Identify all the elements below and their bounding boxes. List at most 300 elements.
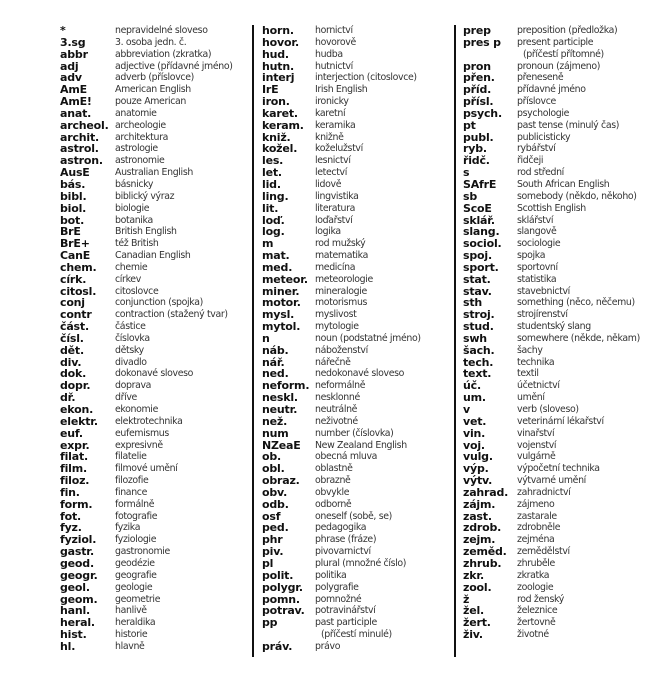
definition-text: neutrálně <box>315 404 358 415</box>
abbreviation-definition <box>517 534 554 546</box>
abbreviation-definition <box>517 143 556 155</box>
definition-text: politika <box>315 569 347 581</box>
definition-text: New Zealand English <box>315 439 407 451</box>
abbreviation-entry <box>60 274 250 286</box>
definition-text: plural (množné číslo) <box>315 557 407 569</box>
abbreviation-definition <box>517 629 549 641</box>
abbreviation-definition <box>115 594 160 606</box>
abbreviation-definition <box>517 72 563 84</box>
abbreviation-term: filat. <box>60 450 88 464</box>
abbreviation-definition <box>115 250 190 262</box>
abbreviation-entry <box>60 72 250 84</box>
abbreviation-definition <box>115 155 164 167</box>
definition-text: zahradnictví <box>517 486 571 498</box>
abbreviation-definition <box>315 132 344 144</box>
abbreviation-term: nář. <box>262 355 285 369</box>
abbreviation-term: pron <box>463 59 491 73</box>
abbreviation-term: piv. <box>262 545 284 559</box>
definition-text: stavebnictví <box>517 285 570 297</box>
definition-text: hanlivě <box>115 605 147 617</box>
abbreviation-entry <box>463 605 658 617</box>
abbreviation-definition <box>115 522 140 534</box>
abbreviation-entry <box>463 368 658 380</box>
abbreviation-definition <box>517 120 619 132</box>
abbreviation-definition <box>115 226 177 238</box>
abbreviation-term: círk. <box>60 272 87 286</box>
abbreviation-entry <box>262 167 452 179</box>
abbreviation-definition <box>517 570 549 582</box>
abbreviation-entry <box>262 179 452 191</box>
abbreviation-definition <box>517 132 570 144</box>
definition-text: rybářství <box>517 143 556 155</box>
abbreviation-definition <box>115 499 154 511</box>
abbreviation-definition <box>517 416 604 428</box>
definition-text: neživotné <box>315 415 358 427</box>
definition-text: nářečně <box>315 356 351 368</box>
definition-text: zejména <box>517 534 555 546</box>
definition-text: zdrobněle <box>517 522 561 534</box>
abbreviation-entry <box>60 120 250 132</box>
abbreviation-term: zeměd. <box>463 545 507 559</box>
abbreviation-definition <box>315 582 359 594</box>
abbreviation-term: euf. <box>60 426 83 440</box>
abbreviation-definition <box>115 262 147 274</box>
abbreviation-definition <box>315 570 346 582</box>
definition-text: náboženství <box>315 344 368 356</box>
definition-text: number (číslovka) <box>315 427 394 439</box>
abbreviation-definition <box>315 37 356 49</box>
abbreviation-entry <box>60 179 250 191</box>
abbreviation-term: pres p <box>463 35 501 49</box>
abbreviation-term: IrE <box>262 83 279 97</box>
abbreviation-entry <box>60 380 250 392</box>
abbreviation-definition <box>315 143 363 155</box>
abbreviation-entry <box>262 546 452 558</box>
abbreviation-entry <box>60 37 250 49</box>
definition-text: letectví <box>315 167 347 179</box>
abbreviation-definition <box>115 416 182 428</box>
abbreviation-definition <box>517 238 560 250</box>
abbreviation-term: příd. <box>463 83 492 97</box>
abbreviation-term: čísl. <box>60 331 84 345</box>
definition-text: zkratka <box>517 569 550 581</box>
abbreviation-term: adj <box>60 59 79 73</box>
abbreviation-definition <box>115 629 147 641</box>
abbreviation-definition <box>517 37 604 61</box>
abbreviation-definition <box>315 333 421 345</box>
abbreviation-definition <box>315 451 377 463</box>
definition-text: umění <box>517 392 545 404</box>
abbreviation-term: let. <box>262 166 282 180</box>
abbreviation-term: stav. <box>463 284 492 298</box>
abbreviation-entry <box>463 380 658 392</box>
abbreviation-term: citosl. <box>60 284 97 298</box>
abbreviation-definition <box>517 357 554 369</box>
abbreviation-definition <box>115 191 174 203</box>
definition-text: literatura <box>315 202 355 214</box>
abbreviation-definition <box>517 511 557 523</box>
definition-text: řidčeji <box>517 155 544 167</box>
definition-text: knižně <box>315 131 344 143</box>
abbreviation-definition <box>517 274 556 286</box>
abbreviation-entry <box>60 108 250 120</box>
abbreviation-definition <box>115 534 156 546</box>
abbreviation-entry <box>463 203 658 215</box>
abbreviation-term: biol. <box>60 201 87 215</box>
abbreviation-term: um. <box>463 391 486 405</box>
abbreviation-definition <box>517 522 560 534</box>
definition-text: Scottish English <box>517 202 586 214</box>
abbreviation-definition <box>315 522 366 534</box>
definition-text: číslovka <box>115 332 150 344</box>
abbreviation-definition <box>315 404 357 416</box>
abbreviation-definition <box>315 120 355 132</box>
abbreviation-term: sb <box>463 189 478 203</box>
abbreviation-term: m <box>262 237 274 251</box>
abbreviation-term: polit. <box>262 568 294 582</box>
definition-text: zhruběle <box>517 557 555 569</box>
abbreviation-term: žert. <box>463 616 491 630</box>
definition-text: filatelie <box>115 451 147 463</box>
abbreviation-term: stroj. <box>463 308 495 322</box>
abbreviation-entry <box>60 345 250 357</box>
abbreviation-definition <box>315 61 353 73</box>
abbreviation-entry <box>262 37 452 49</box>
abbreviation-entry <box>60 570 250 582</box>
abbreviation-definition <box>517 558 555 570</box>
abbreviation-entry <box>463 155 658 167</box>
abbreviation-entry <box>463 345 658 357</box>
abbreviation-entry <box>463 262 658 274</box>
abbreviation-definition <box>517 226 556 238</box>
abbreviation-entry <box>463 487 658 499</box>
abbreviation-term: sklář. <box>463 213 495 227</box>
definition-text: phrase (fráze) <box>315 534 377 546</box>
abbreviation-definition <box>115 61 233 73</box>
abbreviation-term: polygr. <box>262 580 303 594</box>
abbreviation-definition <box>315 286 367 298</box>
abbreviation-term: hist. <box>60 628 87 642</box>
abbreviation-term: kožel. <box>262 142 298 156</box>
abbreviation-definition <box>115 428 169 440</box>
abbreviation-entry <box>463 238 658 250</box>
abbreviation-definition <box>315 250 368 262</box>
definition-text: též British <box>115 238 159 250</box>
abbreviation-definition <box>115 582 152 594</box>
definition-text: Australian English <box>115 167 193 179</box>
abbreviation-term: ned. <box>262 367 289 381</box>
abbreviation-definition <box>115 546 170 558</box>
definition-text: životné <box>517 629 549 641</box>
abbreviation-term: hanl. <box>60 604 91 618</box>
definition-text: mineralogie <box>315 285 367 297</box>
definition-text: formálně <box>115 498 155 510</box>
abbreviation-definition <box>315 321 359 333</box>
abbreviation-term: stat. <box>463 272 491 286</box>
abbreviation-entry <box>463 594 658 606</box>
abbreviation-entry <box>262 617 452 641</box>
abbreviation-column-3 <box>463 25 658 641</box>
definition-text: církev <box>115 273 141 285</box>
abbreviation-entry <box>262 143 452 155</box>
abbreviation-entry <box>262 499 452 511</box>
definition-text: dětsky <box>115 344 144 356</box>
abbreviation-entry <box>262 522 452 534</box>
abbreviation-term: kniž. <box>262 130 291 144</box>
definition-text: something (něco, něčemu) <box>517 297 635 309</box>
abbreviation-term: sth <box>463 296 483 310</box>
abbreviation-definition <box>517 250 545 262</box>
abbreviation-entry <box>463 499 658 511</box>
abbreviation-definition <box>315 511 392 523</box>
abbreviation-term: přen. <box>463 71 495 85</box>
abbreviation-definition <box>115 203 149 215</box>
abbreviation-definition <box>315 191 359 203</box>
definition-text: contraction (stažený tvar) <box>115 309 228 321</box>
abbreviation-term: potrav. <box>262 604 305 618</box>
definition-text: vinařství <box>517 427 555 439</box>
abbreviation-entry <box>463 416 658 428</box>
abbreviation-definition <box>115 511 157 523</box>
definition-text: nesklonné <box>315 392 360 404</box>
abbreviation-definition <box>315 179 341 191</box>
abbreviation-definition <box>517 191 637 203</box>
definition-text: chemie <box>115 261 148 273</box>
abbreviation-definition <box>315 297 367 309</box>
abbreviation-entry <box>262 108 452 120</box>
abbreviation-term: ped. <box>262 521 289 535</box>
abbreviation-term: mysl. <box>262 308 295 322</box>
definition-text: doprava <box>115 380 152 392</box>
definition-text: polygrafie <box>315 581 359 593</box>
abbreviation-definition <box>315 416 358 428</box>
abbreviation-entry <box>60 617 250 629</box>
definition-text: obrazně <box>315 475 351 487</box>
abbreviation-term: spoj. <box>463 249 492 263</box>
abbreviation-definition <box>517 203 586 215</box>
definition-text: myslivost <box>315 309 357 321</box>
abbreviation-definition <box>115 37 186 49</box>
abbreviation-definition <box>517 262 558 274</box>
abbreviation-term: lid. <box>262 177 281 191</box>
abbreviation-term: neskl. <box>262 391 298 405</box>
abbreviation-definition <box>315 49 343 61</box>
abbreviation-definition <box>115 96 186 108</box>
abbreviation-definition <box>517 25 617 37</box>
abbreviation-definition <box>115 617 155 629</box>
definition-text: fyziologie <box>115 534 157 546</box>
abbreviation-entry <box>463 629 658 641</box>
definition-text: ekonomie <box>115 404 158 415</box>
definition-text: neformálně <box>315 380 366 392</box>
definition-text: geologie <box>115 581 153 593</box>
abbreviation-definition <box>115 167 193 179</box>
abbreviation-entry <box>463 286 658 298</box>
abbreviation-definition <box>315 108 345 120</box>
abbreviation-term: úč. <box>463 379 481 393</box>
abbreviation-entry <box>262 203 452 215</box>
abbreviation-entry <box>262 357 452 369</box>
abbreviation-entry <box>463 191 658 203</box>
abbreviation-definition <box>517 546 570 558</box>
abbreviation-term: s <box>463 166 470 180</box>
definition-text: hudba <box>315 48 343 60</box>
abbreviation-definition <box>517 167 564 179</box>
definition-text: obvykle <box>315 486 350 498</box>
abbreviation-term: zdrob. <box>463 521 502 535</box>
abbreviation-term: geom. <box>60 592 98 606</box>
abbreviation-definition <box>315 84 367 96</box>
abbreviation-term: AmE! <box>60 95 92 109</box>
definition-text: rod mužský <box>315 238 366 250</box>
abbreviation-entry <box>262 215 452 227</box>
abbreviation-term: dět. <box>60 343 84 357</box>
abbreviation-definition <box>315 368 404 380</box>
abbreviation-term: psych. <box>463 106 502 120</box>
abbreviation-term: zast. <box>463 509 492 523</box>
abbreviation-definition <box>115 143 158 155</box>
abbreviation-term: výtv. <box>463 474 493 488</box>
definition-text: conjunction (spojka) <box>115 297 203 309</box>
definition-text: nepravidelné sloveso <box>115 25 208 36</box>
definition-text: noun (podstatné jméno) <box>315 332 421 344</box>
abbreviation-definition <box>517 179 609 191</box>
abbreviation-entry <box>463 558 658 570</box>
definition-text: interjection (citoslovce) <box>315 72 417 84</box>
abbreviation-definition <box>115 392 137 404</box>
abbreviation-term: text. <box>463 367 492 381</box>
abbreviation-term: loď. <box>262 213 285 227</box>
abbreviation-definition <box>517 617 555 629</box>
abbreviation-term: šach. <box>463 343 495 357</box>
abbreviation-definition <box>517 605 557 617</box>
abbreviation-term: log. <box>262 225 285 239</box>
abbreviation-entry <box>60 487 250 499</box>
definition-text: fotografie <box>115 510 158 522</box>
abbreviation-definition <box>115 345 144 357</box>
abbreviation-definition <box>115 380 151 392</box>
abbreviation-entry <box>463 582 658 594</box>
abbreviation-entry <box>60 629 250 641</box>
abbreviation-definition <box>315 594 361 606</box>
abbreviation-entry <box>262 191 452 203</box>
abbreviation-entry <box>60 451 250 463</box>
abbreviation-definition <box>517 286 570 298</box>
definition-text: somebody (někdo, někoho) <box>517 190 637 202</box>
abbreviation-term: ling. <box>262 189 289 203</box>
abbreviation-definition <box>517 368 539 380</box>
abbreviation-definition <box>517 345 543 357</box>
abbreviation-entry <box>463 570 658 582</box>
abbreviation-definition <box>517 215 553 227</box>
abbreviation-definition <box>115 558 155 570</box>
abbreviation-term: ob. <box>262 450 282 464</box>
abbreviation-entry <box>262 605 452 617</box>
abbreviation-entry <box>262 321 452 333</box>
abbreviation-definition <box>115 108 157 120</box>
definition-text: preposition (předložka) <box>517 25 618 36</box>
abbreviation-definition <box>517 84 586 96</box>
abbreviation-entry <box>262 570 452 582</box>
abbreviation-term: v <box>463 403 470 416</box>
abbreviation-term: dř. <box>60 391 76 405</box>
abbreviation-term: vet. <box>463 414 487 428</box>
definition-text: právo <box>315 640 341 652</box>
definition-text: vojenství <box>517 439 557 451</box>
abbreviation-definition <box>517 392 545 404</box>
definition-text: South African English <box>517 178 610 190</box>
abbreviation-term: iron. <box>262 95 290 109</box>
abbreviation-entry <box>60 321 250 333</box>
abbreviation-term: neutr. <box>262 403 298 416</box>
abbreviation-entry <box>463 617 658 629</box>
abbreviation-definition <box>115 333 150 345</box>
definition-text: přídavné jméno <box>517 84 586 96</box>
abbreviation-entry <box>463 72 658 84</box>
abbreviation-entry <box>60 357 250 369</box>
abbreviation-definition <box>315 215 352 227</box>
abbreviation-definition <box>315 238 365 250</box>
definition-text: technika <box>517 356 555 368</box>
abbreviation-definition <box>517 440 556 452</box>
abbreviation-term: sociol. <box>463 237 502 251</box>
abbreviation-term: ž <box>463 592 470 606</box>
definition-text: účetnictví <box>517 380 560 392</box>
definition-text: výpočetní technika <box>517 463 600 475</box>
abbreviation-term: pomn. <box>262 592 300 606</box>
abbreviation-term: miner. <box>262 284 300 298</box>
abbreviation-entry <box>463 108 658 120</box>
abbreviation-term: div. <box>60 355 82 369</box>
definition-text: lesnictví <box>315 155 351 167</box>
abbreviation-term: CanE <box>60 249 91 263</box>
abbreviation-term: chem. <box>60 260 97 274</box>
definition-text: veterinární lékařství <box>517 415 604 427</box>
abbreviation-term: contr <box>60 308 92 322</box>
definition-text: psychologie <box>517 107 570 119</box>
abbreviation-term: AusE <box>60 166 90 180</box>
abbreviation-definition <box>115 120 166 132</box>
abbreviation-definition <box>115 570 157 582</box>
definition-text: divadlo <box>115 356 147 368</box>
abbreviation-definition <box>315 155 351 167</box>
abbreviation-entry <box>262 487 452 499</box>
abbreviation-term: NZeaE <box>262 438 301 452</box>
definition-text: studentský slang <box>517 321 591 333</box>
abbreviation-term: fot. <box>60 509 81 523</box>
abbreviation-term: geol. <box>60 580 90 594</box>
definition-text: keramika <box>315 119 356 131</box>
definition-text: adverb (příslovce) <box>115 72 194 84</box>
definition-text: sportovní <box>517 261 558 273</box>
abbreviation-definition <box>115 451 147 463</box>
abbreviation-term: ekon. <box>60 403 94 416</box>
abbreviation-term: přísl. <box>463 95 494 109</box>
definition-text: spojka <box>517 250 546 262</box>
column-divider <box>252 25 254 657</box>
abbreviation-definition <box>315 605 375 617</box>
abbreviation-definition <box>517 487 571 499</box>
abbreviation-term: žel. <box>463 604 485 618</box>
abbreviation-column-1 <box>60 25 250 653</box>
abbreviation-term: dok. <box>60 367 87 381</box>
abbreviation-term: ScoE <box>463 201 492 215</box>
definition-text: oblastně <box>315 463 353 475</box>
abbreviation-term: n <box>262 331 270 345</box>
abbreviation-definition <box>517 309 568 321</box>
abbreviation-entry <box>262 641 452 653</box>
abbreviation-term: náb. <box>262 343 289 357</box>
